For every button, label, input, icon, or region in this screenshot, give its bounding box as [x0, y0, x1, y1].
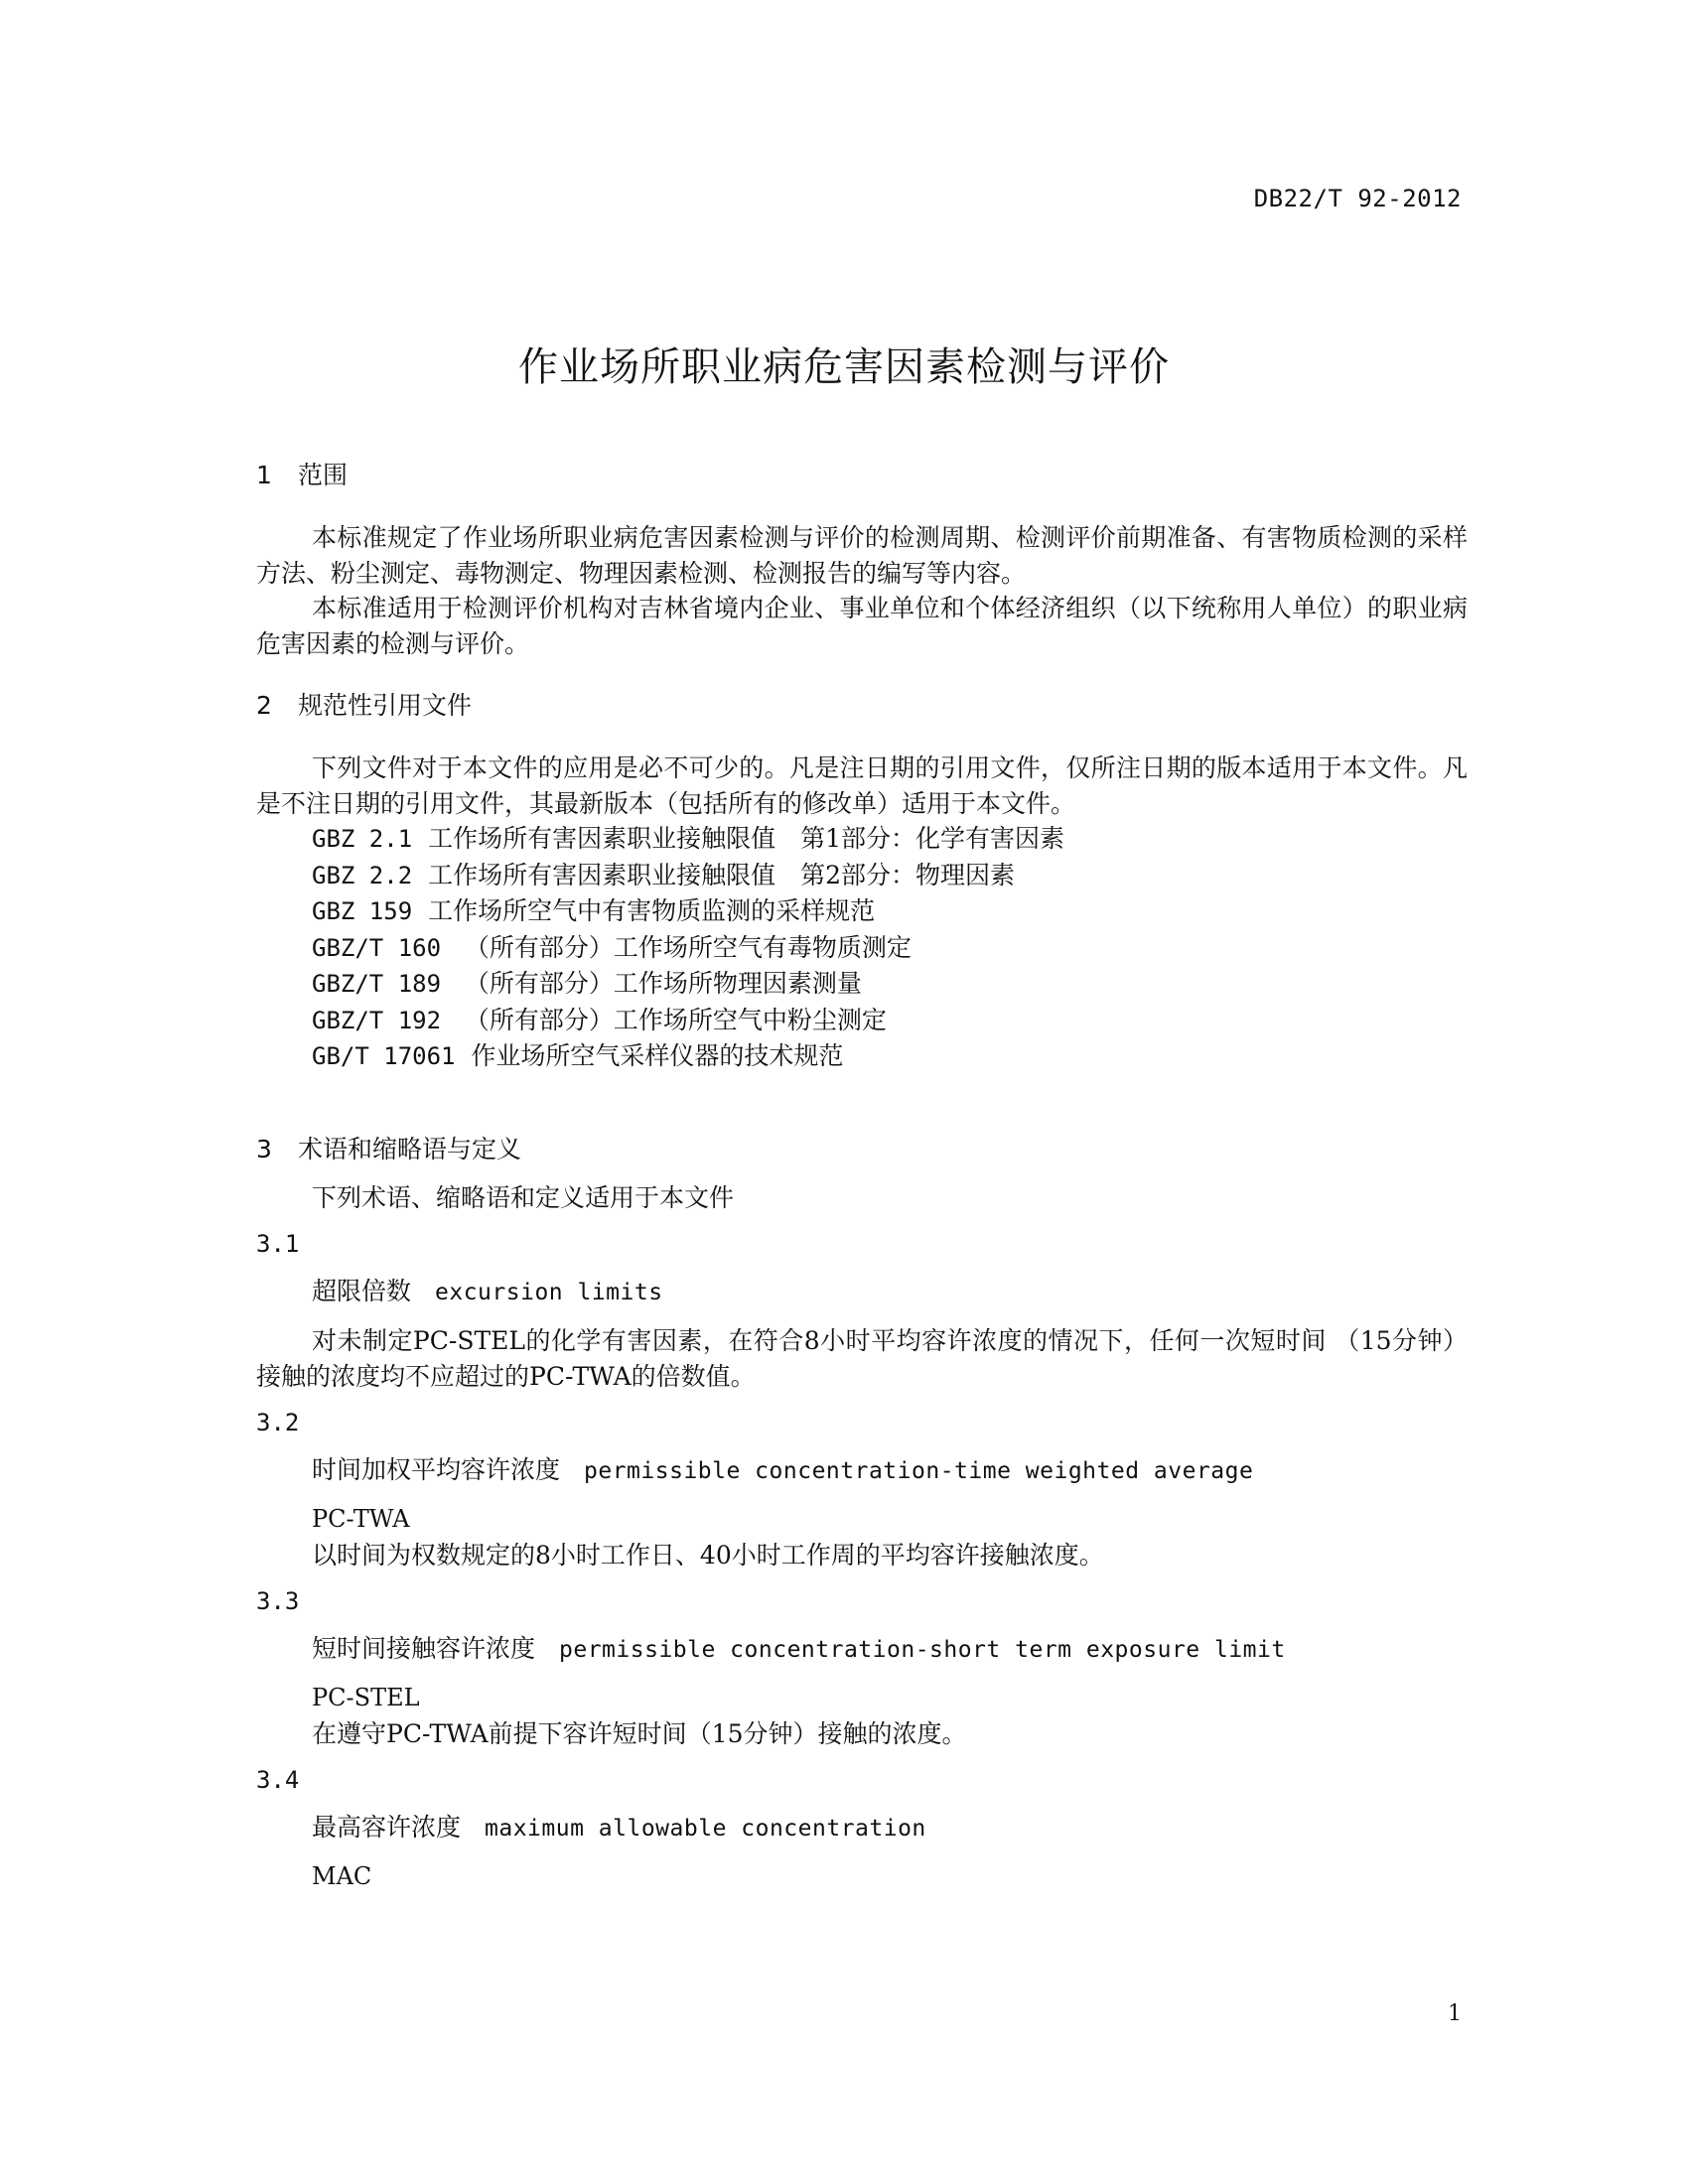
reference-title: （所有部分）工作场所空气有毒物质测定: [456, 932, 912, 962]
reference-title: 工作场所空气中有害物质监测的采样规范: [428, 896, 876, 925]
reference-item: [256, 930, 1468, 967]
reference-code: GBZ 2.2: [312, 861, 413, 889]
term-heading: [256, 1632, 1468, 1667]
reference-title: 工作场所有害因素职业接触限值 第2部分：物理因素: [428, 860, 1015, 889]
term-zh: 超限倍数: [312, 1277, 412, 1305]
term-heading: [256, 1811, 1468, 1845]
term-heading: [256, 1453, 1468, 1488]
section-3-heading: [256, 1133, 1468, 1166]
reference-code: GBZ 159: [312, 897, 413, 925]
reference-title: （所有部分）工作场所空气中粉尘测定: [456, 1005, 887, 1034]
section-2-heading: [256, 689, 1468, 723]
reference-item: [256, 893, 1468, 930]
term-number: 3.3: [256, 1587, 300, 1615]
section-number: 2: [256, 691, 272, 720]
document-body: [256, 459, 1468, 1895]
section-1-paragraph-1: 本标准规定了作业场所职业病危害因素检测与评价的检测周期、检测评价前期准备、有害物质检测的采样方法、粉尘测定、毒物测定、物理因素检测、检测报告的编写等内容。: [256, 523, 1468, 588]
section-number: 1: [256, 461, 272, 489]
reference-title: 工作场所有害因素职业接触限值 第1部分：化学有害因素: [428, 824, 1064, 853]
term-en: maximum allowable concentration: [485, 1816, 926, 1842]
term-en: excursion limits: [435, 1280, 663, 1305]
reference-code: GB/T 17061: [312, 1042, 456, 1070]
term-abbreviation: PC-TWA: [312, 1505, 410, 1533]
section-title: 范围: [298, 461, 349, 489]
section-2-intro: 下列文件对于本文件的应用是必不可少的。凡是注日期的引用文件，仅所注日期的版本适用于本文件。凡是不注日期的引用文件，其最新版本（包括所有的修改单）适用于本文件。: [256, 753, 1468, 818]
reference-item: [256, 821, 1468, 858]
term-number: 3.1: [256, 1230, 300, 1258]
term-heading: [256, 1275, 1468, 1309]
reference-item: [256, 858, 1468, 894]
document-code: DB22/T 92-2012: [1253, 185, 1462, 212]
reference-code: GBZ/T 192: [312, 1006, 442, 1034]
page-number: 1: [1448, 2001, 1462, 2026]
reference-title: （所有部分）工作场所物理因素测量: [456, 969, 862, 998]
term-zh: 短时间接触容许浓度: [312, 1634, 536, 1663]
section-1-heading: [256, 459, 1468, 492]
term-definition: 以时间为权数规定的8小时工作日、40小时工作周的平均容许接触浓度。: [312, 1540, 1104, 1570]
section-1-paragraph-2: 本标准适用于检测评价机构对吉林省境内企业、事业单位和个体经济组织（以下统称用人单位）的职业病危害因素的检测与评价。: [256, 594, 1468, 658]
reference-code: GBZ 2.1: [312, 825, 413, 853]
term-en: permissible concentration-time weighted average: [584, 1458, 1254, 1484]
term-definition: 对未制定PC-STEL的化学有害因素，在符合8小时平均容许浓度的情况下，任何一次短时间 （15分钟）接触的浓度均不应超过的PC-TWA的倍数值。: [256, 1326, 1468, 1391]
reference-code: GBZ/T 189: [312, 970, 442, 998]
term-number: 3.4: [256, 1766, 300, 1794]
reference-code: GBZ/T 160: [312, 933, 442, 962]
reference-item: [256, 1003, 1468, 1039]
term-abbreviation: PC-STEL: [312, 1684, 420, 1711]
section-number: 3: [256, 1134, 272, 1163]
reference-title: 作业场所空气采样仪器的技术规范: [471, 1041, 844, 1070]
term-abbreviation: MAC: [312, 1862, 372, 1890]
term-en: permissible concentration-short term exposure limit: [559, 1637, 1286, 1663]
reference-list: [256, 821, 1468, 1075]
document-title: 作业场所职业病危害因素检测与评价: [518, 344, 1170, 390]
reference-item: [256, 966, 1468, 1003]
section-title: 术语和缩略语与定义: [298, 1134, 522, 1163]
reference-item: [256, 1038, 1468, 1075]
section-title: 规范性引用文件: [298, 691, 473, 720]
term-definition: 在遵守PC-TWA前提下容许短时间（15分钟）接触的浓度。: [312, 1718, 967, 1748]
term-zh: 时间加权平均容许浓度: [312, 1455, 561, 1484]
term-number: 3.2: [256, 1409, 300, 1436]
section-3-intro: 下列术语、缩略语和定义适用于本文件: [312, 1182, 735, 1212]
term-zh: 最高容许浓度: [312, 1813, 462, 1842]
